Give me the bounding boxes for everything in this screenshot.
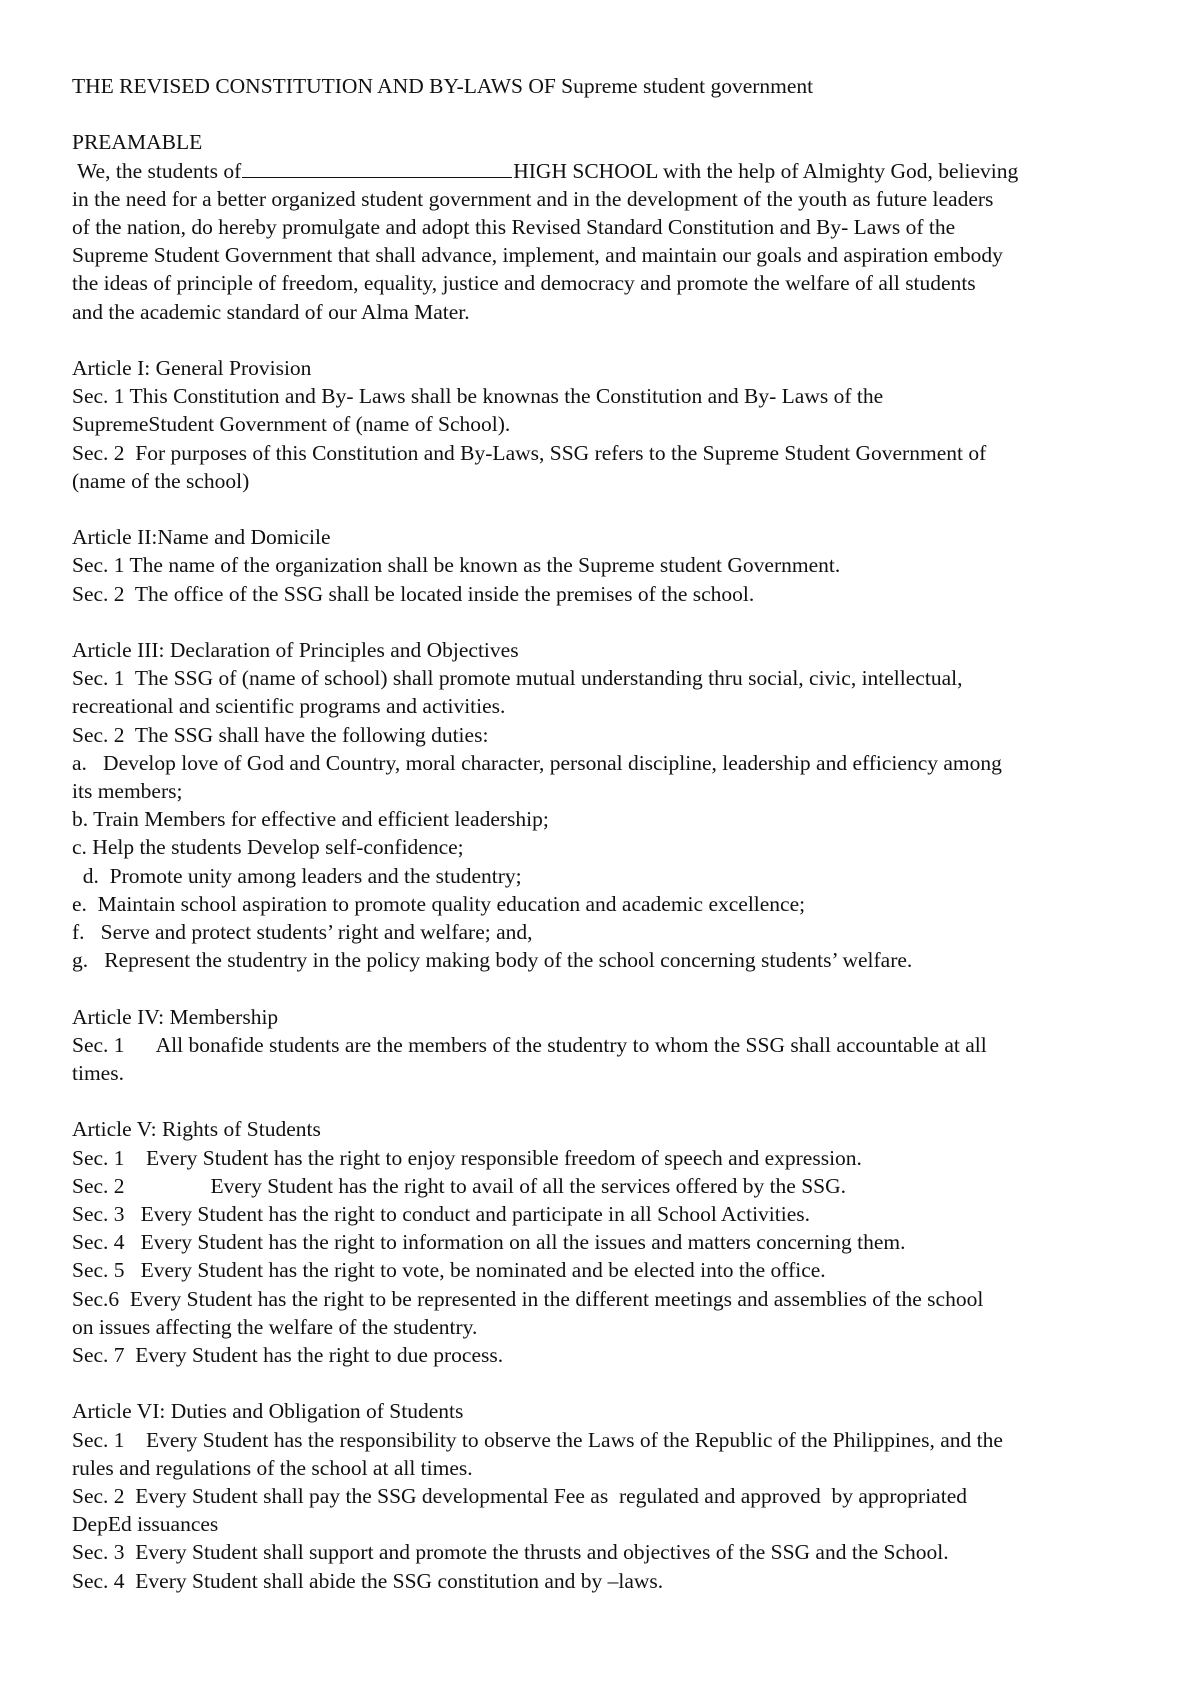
article-line: Sec. 2 The SSG shall have the following duties: bbox=[72, 722, 489, 747]
article-line: a. Develop love of God and Country, moral character, personal discipline, leadership and efficiency among bbox=[72, 750, 1002, 775]
article-line: DepEd issuances bbox=[72, 1512, 219, 1537]
document-title: THE REVISED CONSTITUTION AND BY-LAWS OF Supreme student government bbox=[72, 74, 814, 98]
article-heading: Article IV: Membership bbox=[72, 1004, 279, 1029]
article-line: times. bbox=[72, 1061, 124, 1086]
article-line: Sec. 1 Every Student has the responsibility to observe the Laws of the Republic of the Philippines, and the bbox=[72, 1427, 1003, 1452]
article-line: (name of the school) bbox=[72, 468, 250, 493]
preamble-line: and the academic standard of our Alma Mater. bbox=[72, 299, 470, 324]
article-line: Sec. 1 The name of the organization shall be known as the Supreme student Government. bbox=[72, 553, 841, 578]
article-line: SupremeStudent Government of (name of School). bbox=[72, 412, 511, 437]
article-line: recreational and scientific programs and activities. bbox=[72, 694, 506, 719]
preamble-line: Supreme Student Government that shall advance, implement, and maintain our goals and aspiration embody bbox=[72, 243, 1003, 268]
article-line: f. Serve and protect students’ right and welfare; and, bbox=[72, 920, 533, 945]
document-page bbox=[72, 72, 1132, 1595]
article-line: e. Maintain school aspiration to promote quality education and academic excellence; bbox=[72, 891, 806, 916]
article-line: Sec. 2 The office of the SSG shall be located inside the premises of the school. bbox=[72, 581, 755, 606]
preamble-line: the ideas of principle of freedom, equality, justice and democracy and promote the welfare of all students bbox=[72, 271, 976, 296]
article-line: on issues affecting the welfare of the studentry. bbox=[72, 1314, 478, 1339]
preamble-intro-text: We, the students of bbox=[72, 158, 242, 183]
school-name-blank bbox=[242, 157, 512, 178]
article-line: Sec. 7 Every Student has the right to due process. bbox=[72, 1343, 504, 1368]
article-line: Sec. 5 Every Student has the right to vote, be nominated and be elected into the office. bbox=[72, 1258, 826, 1283]
article-line: Sec. 4 Every Student shall abide the SSG constitution and by –laws. bbox=[72, 1568, 664, 1593]
article-line: Sec.6 Every Student has the right to be represented in the different meetings and assemblies of the school bbox=[72, 1286, 984, 1311]
article-line: Sec. 2 For purposes of this Constitution and By-Laws, SSG refers to the Supreme Student Government of bbox=[72, 440, 987, 465]
preamble-line: of the nation, do hereby promulgate and adopt this Revised Standard Constitution and By- Laws of the bbox=[72, 215, 956, 239]
article-line: d. Promote unity among leaders and the studentry; bbox=[72, 863, 522, 888]
article-heading: Article III: Declaration of Principles and Objectives bbox=[72, 638, 519, 662]
article-heading: Article V: Rights of Students bbox=[72, 1117, 321, 1142]
article-heading: Article VI: Duties and Obligation of Students bbox=[72, 1399, 464, 1424]
article-line: Sec. 1 The SSG of (name of school) shall promote mutual understanding thru social, civic, intellectual, bbox=[72, 666, 963, 691]
article-line: Sec. 3 Every Student has the right to conduct and participate in all School Activities. bbox=[72, 1202, 811, 1227]
article-heading: Article II:Name and Domicile bbox=[72, 525, 331, 550]
article-line: b. Train Members for effective and efficient leadership; bbox=[72, 807, 549, 832]
article-heading: Article I: General Provision bbox=[72, 356, 312, 380]
article-line: Sec. 3 Every Student shall support and promote the thrusts and objectives of the SSG and the School. bbox=[72, 1540, 949, 1565]
article-line: Sec. 4 Every Student has the right to information on all the issues and matters concerning them. bbox=[72, 1230, 906, 1255]
article-line: Sec. 2 Every Student shall pay the SSG developmental Fee as regulated and approved by appropriated bbox=[72, 1484, 967, 1509]
preamble-line bbox=[72, 157, 1132, 185]
article-line: Sec. 1 This Constitution and By- Laws shall be knownas the Constitution and By- Laws of the bbox=[72, 384, 884, 409]
preamble-intro-text-cont: HIGH SCHOOL with the help of Almighty God, believing bbox=[513, 158, 1019, 183]
article-line: Sec. 1 Every Student has the right to enjoy responsible freedom of speech and expression. bbox=[72, 1145, 862, 1170]
article-line: rules and regulations of the school at all times. bbox=[72, 1455, 473, 1480]
article-line: Sec. 2 Every Student has the right to avail of all the services offered by the SSG. bbox=[72, 1173, 847, 1198]
preamble-heading: PREAMABLE bbox=[72, 130, 203, 155]
preamble-line: in the need for a better organized student government and in the development of the youth as future leaders bbox=[72, 186, 994, 211]
article-line: Sec. 1 All bonafide students are the members of the studentry to whom the SSG shall accountable at all bbox=[72, 1032, 987, 1057]
article-line: its members; bbox=[72, 779, 183, 804]
article-line: c. Help the students Develop self-confidence; bbox=[72, 835, 464, 860]
article-line: g. Represent the studentry in the policy making body of the school concerning students’ welfare. bbox=[72, 948, 913, 973]
